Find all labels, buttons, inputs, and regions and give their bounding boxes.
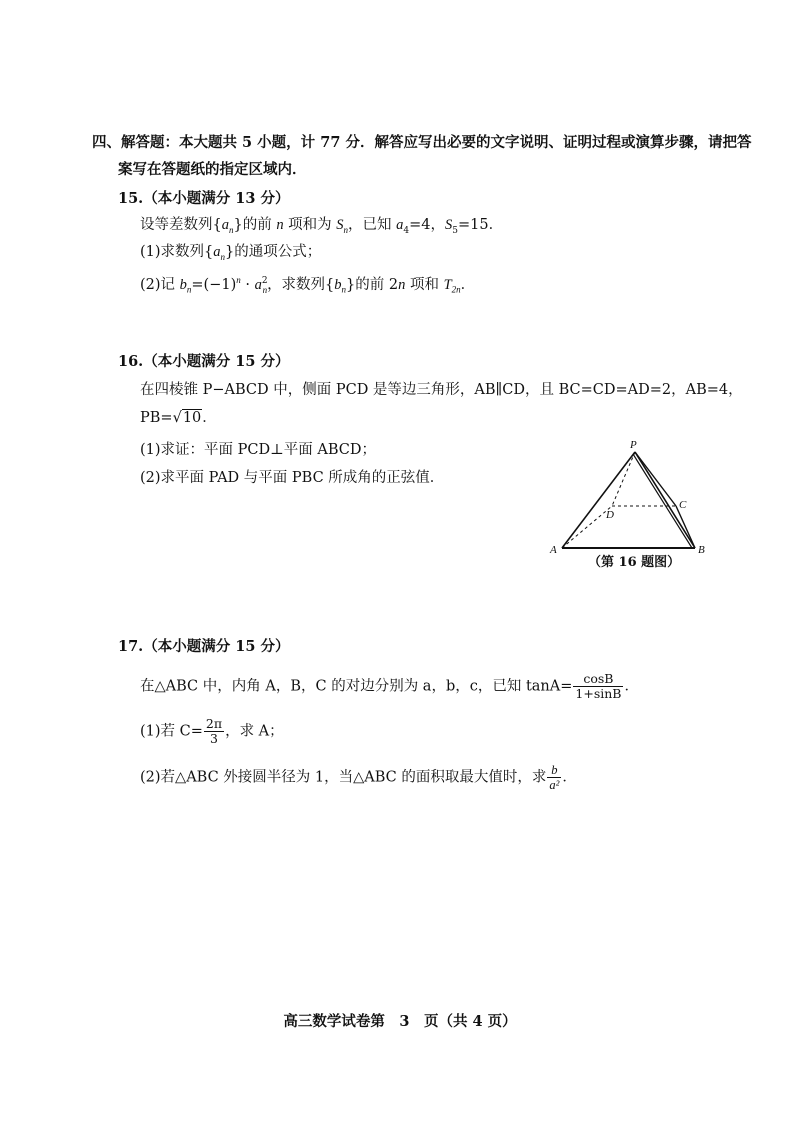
label-b: B — [698, 544, 705, 556]
edge-pc — [635, 452, 676, 506]
q16-stem: 在四棱锥 P−ABCD 中，侧面 PCD 是等边三角形，AB∥CD，且 BC=CD=AD=2，AB=4， — [140, 382, 743, 398]
label-p: P — [630, 439, 637, 451]
q16-header: 16.（本小题满分 15 分） — [118, 353, 290, 370]
section-heading-line1: 四、解答题：本大题共 5 小题，计 77 分．解答应写出必要的文字说明、证明过程或演算步骤，请把答 — [92, 134, 752, 151]
q16-figure-caption: （第 16 题图） — [588, 555, 681, 570]
q17-part2: (2)若△ABC 外接圆半径为 1，当△ABC 的面积取最大值时，求 $\frac{b}{\text{a²}}$ ． — [140, 763, 577, 792]
section-heading-line2: 案写在答题纸的指定区域内． — [118, 161, 307, 178]
q17-part1: (1)若 C= $\frac{2\pi}{3}$ ，求 A； — [140, 716, 284, 746]
q16-part1: (1)求证：平面 PCD⊥平面 ABCD； — [140, 442, 376, 458]
label-d: D — [606, 509, 614, 521]
q17-stem: 在△ABC 中，内角 A，B，C 的对边分别为 a，b，c，已知 tanA= $\frac{\cos B}{1+\sin B}$ ． — [140, 671, 639, 701]
edge-ad — [562, 506, 612, 548]
q15-stem: 设等差数列$\{a_n\}$的前 n 项和为 $S_n$，已知 $a_4=4$，$S_5=15$． — [140, 217, 504, 236]
page-footer: 高三数学试卷第 3 页（共 4 页） — [283, 1013, 517, 1030]
q15-part1: (1)求数列$\{a_n\}$的通项公式； — [140, 244, 322, 262]
q15-header: 15.（本小题满分 13 分） — [118, 190, 290, 207]
q17-header: 17.（本小题满分 15 分） — [118, 638, 290, 655]
q15-part2: (2)记 $b_n=(-1)^n \cdot a^2_n$，求数列$\{b_n\}$的前 2n 项和 $T_{2n}$． — [140, 275, 476, 295]
edge-pa — [562, 452, 635, 548]
q16-pb-value: PB=√10． — [140, 410, 217, 426]
q16-part2: (2)求平面 PAD 与平面 PBC 所成角的正弦值． — [140, 470, 445, 486]
label-c: C — [679, 499, 687, 511]
label-a: A — [550, 544, 557, 556]
